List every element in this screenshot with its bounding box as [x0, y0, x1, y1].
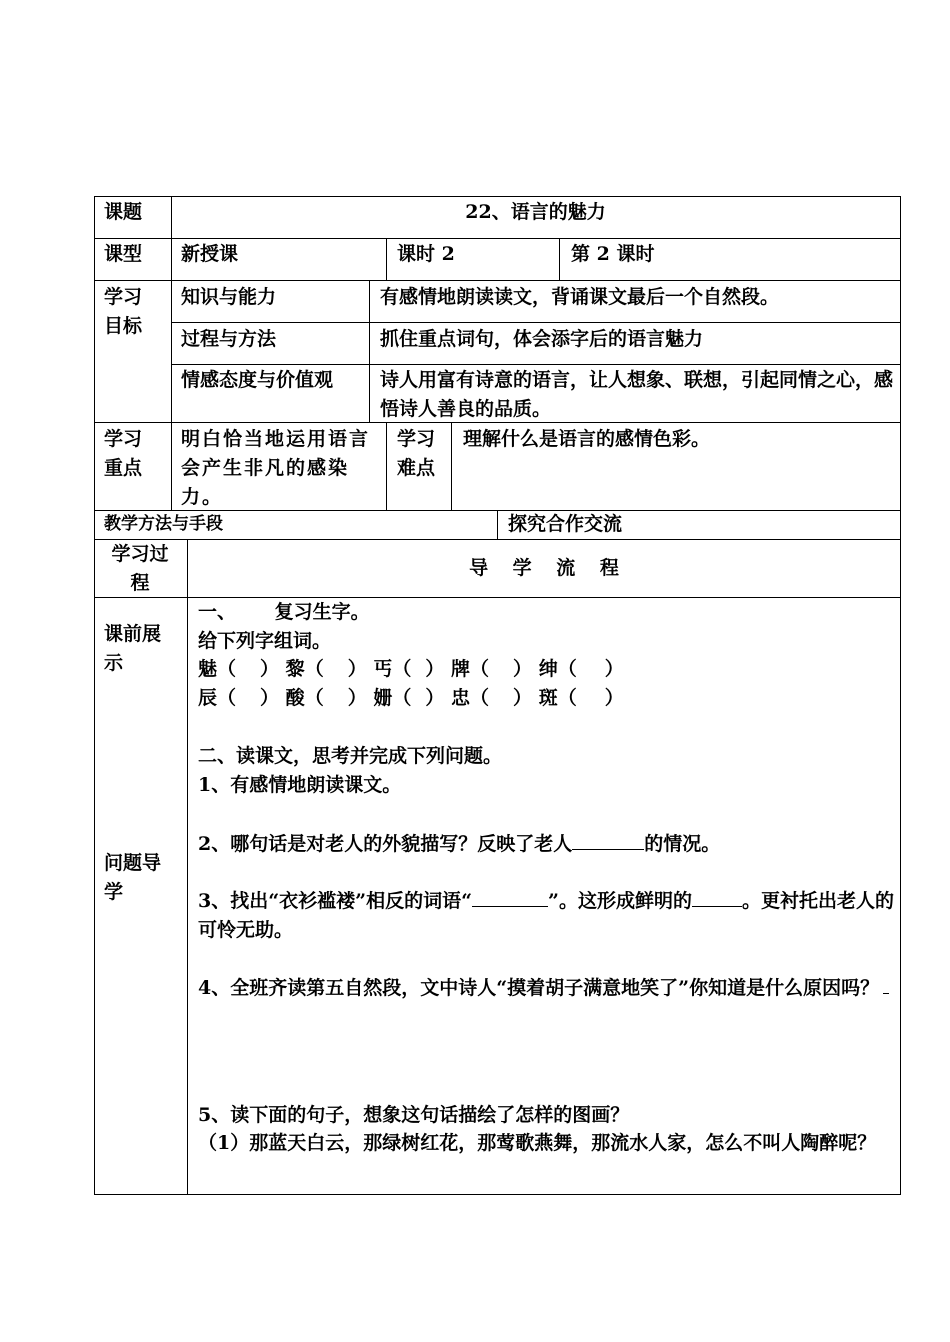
session-label: 第 2 课时: [571, 243, 655, 265]
char-item: 忠（ ）: [451, 687, 533, 709]
char-item: 黎（ ）: [285, 658, 367, 680]
pre-class-label: 课前展示: [104, 623, 162, 674]
char-item: 辰（ ）: [198, 687, 280, 709]
char-item: 魅（ ）: [198, 658, 280, 680]
hours-label: 课时 2: [397, 243, 455, 265]
char-row-1: [198, 655, 624, 684]
type-value: 新授课: [181, 243, 239, 265]
difficulty-label: 学习难点: [397, 428, 436, 479]
topic-label: 课题: [104, 201, 143, 223]
answer-blank: [472, 886, 548, 907]
answer-blank: [692, 886, 742, 907]
lesson-title: 22、语言的魅力: [465, 201, 606, 223]
method-value: 探究合作交流: [508, 513, 623, 535]
question-5: 5、读下面的句子，想象这句话描绘了怎样的图画？: [198, 1104, 630, 1126]
goal-category-process: 过程与方法: [181, 328, 277, 350]
char-item: 酸（ ）: [285, 687, 367, 709]
char-item: 姗（ ）: [373, 687, 445, 709]
review-heading: 一、 复习生字。: [198, 601, 370, 623]
flow-title: 导 学 流 程: [469, 557, 619, 579]
review-instruction: 给下列字组词。: [198, 630, 332, 652]
part2-heading: 二、读课文，思考并完成下列问题。: [198, 745, 503, 767]
question-5-sentence: （1）那蓝天白云，那绿树红花，那莺歌燕舞，那流水人家，怎么不叫人陶醉呢？: [198, 1132, 877, 1154]
process-label: 学习过程: [111, 543, 169, 594]
char-item: 牌（ ）: [451, 658, 533, 680]
char-item: 丐（ ）: [373, 658, 445, 680]
answer-blank: [883, 973, 889, 994]
goal-content-process: 抓住重点词句，体会添字后的语言魅力: [380, 328, 704, 350]
type-label: 课型: [104, 243, 143, 265]
question-4: 4、全班齐读第五自然段，文中诗人“摸着胡子满意地笑了”你知道是什么原因吗？: [198, 973, 896, 1003]
char-item: 斑（ ）: [538, 687, 624, 709]
method-label: 教学方法与手段: [104, 514, 223, 534]
goals-label: 学习目标: [104, 286, 143, 337]
key-point-label: 学习重点: [104, 428, 143, 479]
goal-category-emotion: 情感态度与价值观: [181, 369, 334, 391]
goal-content-emotion: 诗人用富有诗意的语言，让人想象、联想，引起同情之心，感悟诗人善良的品质。: [380, 369, 894, 420]
key-point-value: 明白恰当地运用语言会产生非凡的感染力。: [181, 428, 371, 508]
difficulty-value: 理解什么是语言的感情色彩。: [463, 428, 711, 450]
guided-questions-label: 问题导学: [104, 852, 162, 903]
char-item: 绅（ ）: [538, 658, 624, 680]
answer-blank: [572, 829, 644, 850]
question-2: 2、哪句话是对老人的外貌描写？反映了老人 的情况。: [198, 829, 720, 859]
char-row-2: [198, 684, 624, 713]
question-1: 1、有感情地朗读课文。: [198, 774, 402, 796]
goal-content-knowledge: 有感情地朗读读文，背诵课文最后一个自然段。: [380, 286, 780, 308]
goal-category-knowledge: 知识与能力: [181, 286, 277, 308]
question-3: 3、找出“衣衫褴褛”相反的词语“ ”。这形成鲜明的 。更衬托出老人的可怜无助。: [198, 886, 896, 945]
